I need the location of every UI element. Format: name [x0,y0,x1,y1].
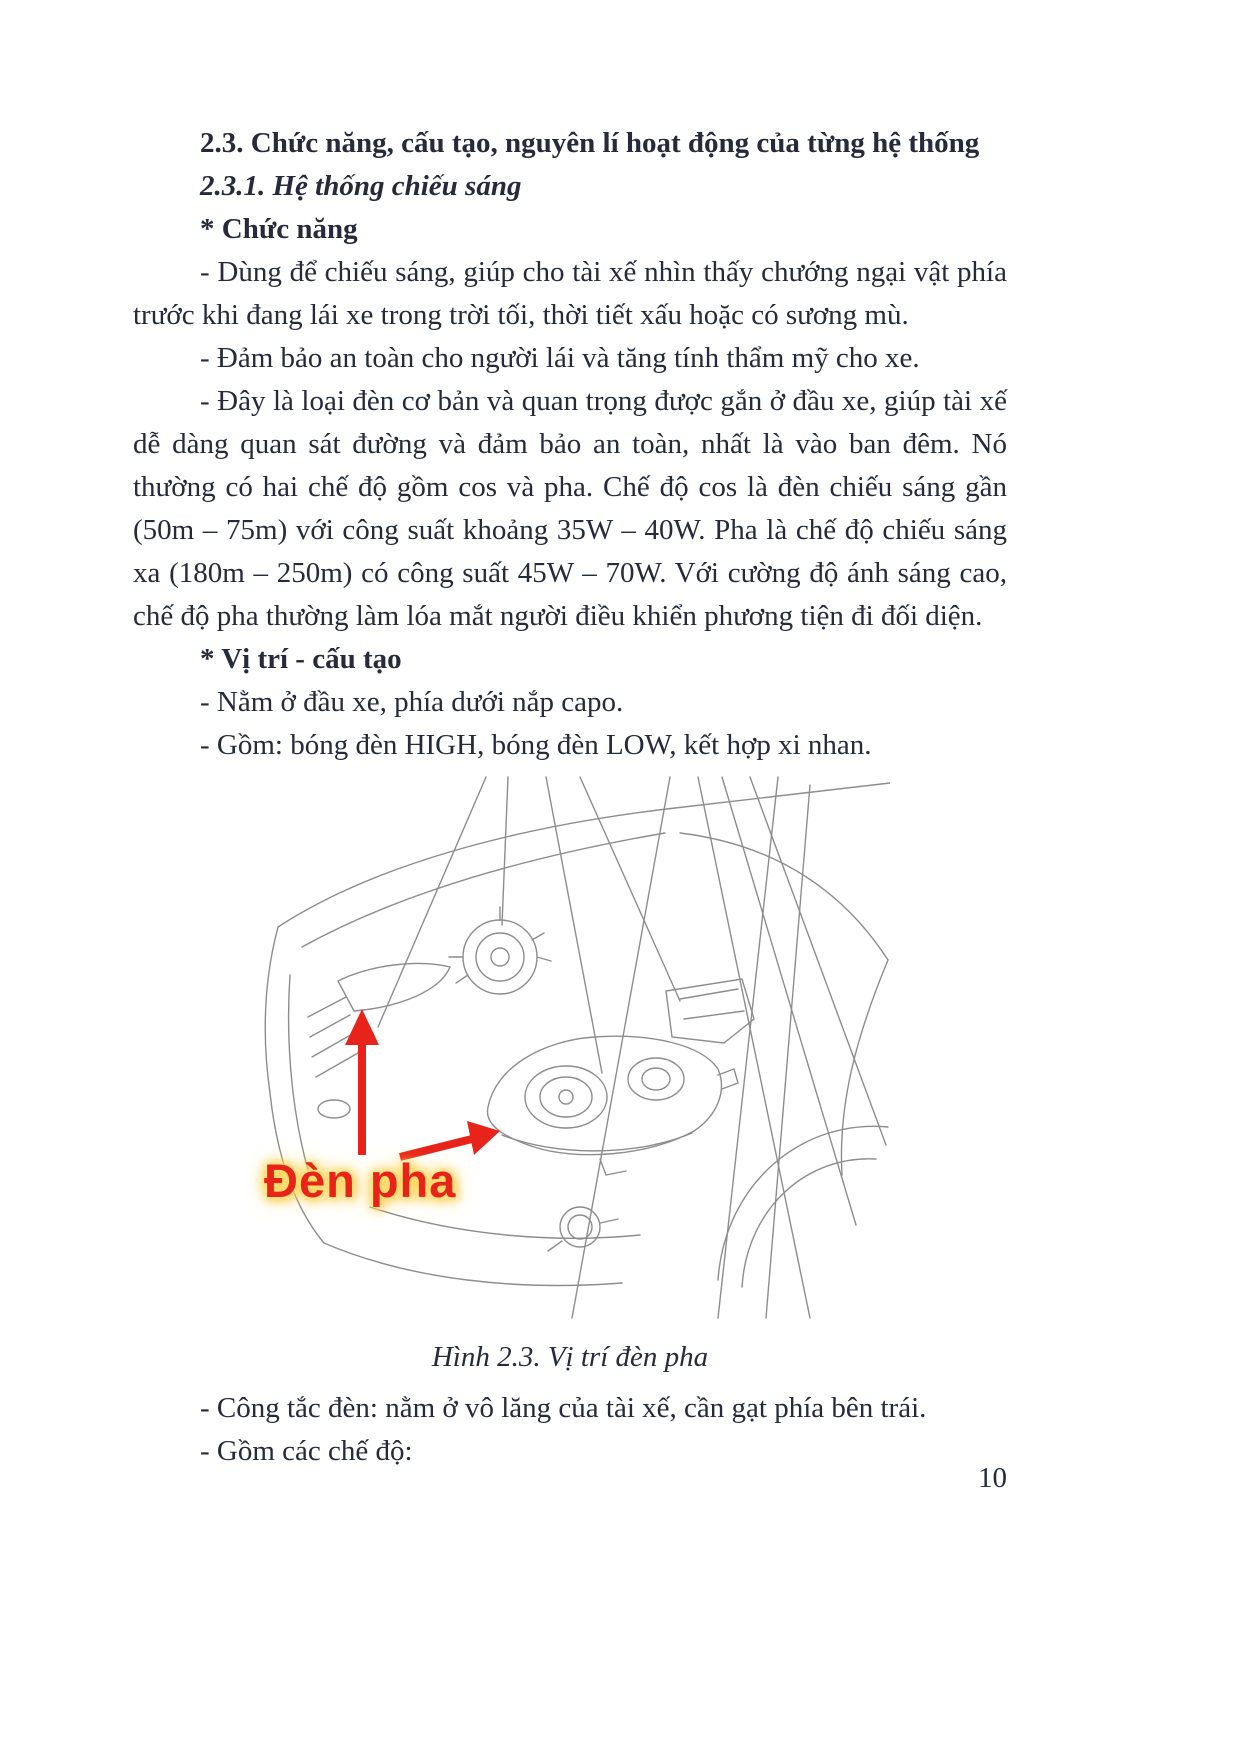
section-heading: 2.3. Chức năng, cấu tạo, nguyên lí hoạt động của từng hệ thống [200,127,980,159]
paragraph-position-2: - Gồm: bóng đèn HIGH, bóng đèn LOW, kết hợp xi nhan. [200,729,872,761]
car-front-line-drawing-image [250,775,890,1320]
paragraph-switch: - Công tắc đèn: nằm ở vô lăng của tài xế, cần gạt phía bên trái. [200,1392,927,1424]
paragraph-position-1: - Nằm ở đầu xe, phía dưới nắp capo. [200,686,624,718]
headlight-label: Đèn pha [264,1154,457,1207]
paragraph-function-2: - Đảm bảo an toàn cho người lái và tăng tính thẩm mỹ cho xe. [200,342,920,374]
paragraph-function-1: - Dùng để chiếu sáng, giúp cho tài xế nhìn thấy chướng ngại vật phía trước khi đang lái xe trong trời tối, thời tiết xấu hoặc có sương mù. [133,256,1007,331]
subsection-heading: 2.3.1. Hệ thống chiếu sáng [200,170,522,202]
figure-caption: Hình 2.3. Vị trí đèn pha [431,1341,709,1373]
page-number: 10 [978,1462,1007,1494]
red-pointer-arrows [345,1009,500,1157]
figure-headlight-position [250,775,890,1320]
function-heading: * Chức năng [200,213,358,245]
paragraph-function-3: - Đây là loại đèn cơ bản và quan trọng được gắn ở đầu xe, giúp tài xế dễ dàng quan sát đường và đảm bảo an toàn, nhất là vào ban đêm. Nó thường có hai chế độ gồm cos và pha. Chế độ cos là đèn chiếu sáng gần (50m – 75m) với công suất khoảng 35W – 40W. Pha là chế độ chiếu sáng xa (180m – 250m) có công suất 45W – 70W. Với cường độ ánh sáng cao, chế độ pha thường làm lóa mắt người điều khiển phương tiện đi đối diện. [133,385,1007,632]
position-heading: * Vị trí - cấu tạo [200,643,402,675]
paragraph-modes: - Gồm các chế độ: [200,1435,413,1467]
document-page [133,122,1007,1473]
